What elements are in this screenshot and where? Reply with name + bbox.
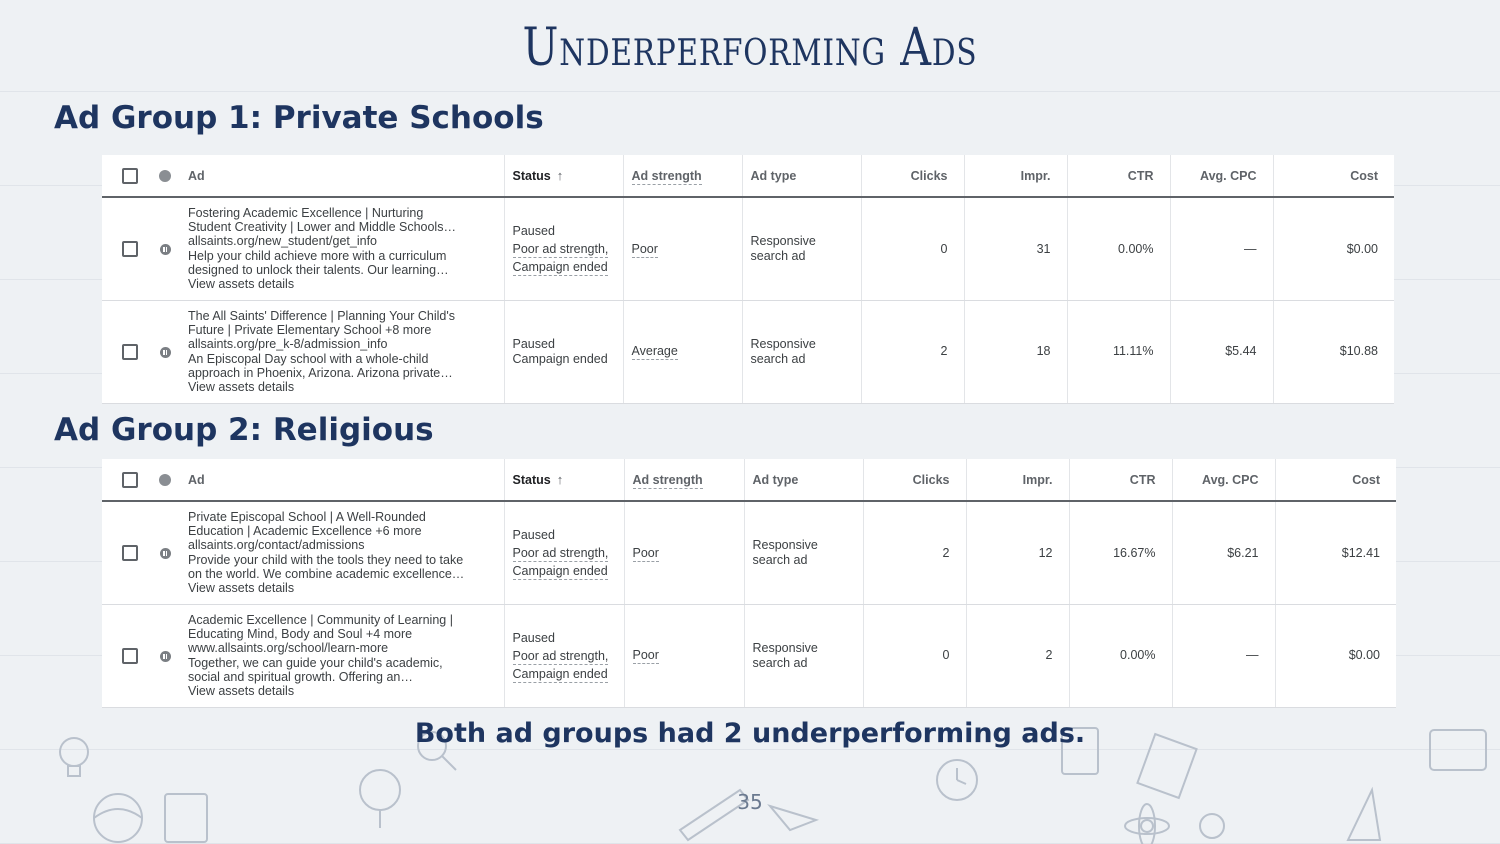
row-status-icon xyxy=(150,300,180,403)
view-assets-link[interactable]: View assets details xyxy=(188,684,295,699)
ad-headline[interactable]: Fostering Academic Excellence | Nurturing xyxy=(188,205,424,220)
clicks-value: 0 xyxy=(861,197,964,300)
ad-description: An Episcopal Day school with a whole-child xyxy=(188,351,429,366)
ad-strength-cell[interactable] xyxy=(623,197,742,300)
ad-headline[interactable]: Education | Academic Excellence +6 more xyxy=(188,524,422,539)
column-status-label: Status xyxy=(512,473,551,487)
ad-group-2-table xyxy=(102,459,1396,708)
impr-value: 12 xyxy=(966,501,1069,604)
ad-description: approach in Phoenix, Arizona. Arizona private… xyxy=(188,365,453,380)
clicks-value: 2 xyxy=(861,300,964,403)
row-checkbox[interactable] xyxy=(102,501,150,604)
view-assets-link[interactable]: View assets details xyxy=(188,380,295,395)
ctr-value: 16.67% xyxy=(1069,501,1172,604)
ad-cell xyxy=(180,197,504,300)
arrow-up-icon: ↑ xyxy=(556,168,564,183)
row-status-icon xyxy=(150,604,180,707)
avg-cpc-value: $6.21 xyxy=(1172,501,1275,604)
column-cost[interactable]: Cost xyxy=(1273,155,1394,197)
ad-type-text: Responsive xyxy=(752,538,818,553)
ad-headline[interactable]: Private Episcopal School | A Well-Rounded xyxy=(188,509,426,524)
column-ad-strength-label: Ad strength xyxy=(631,168,702,183)
ad-headline[interactable]: Future | Private Elementary School +8 more xyxy=(188,322,432,337)
select-all-checkbox[interactable] xyxy=(102,155,150,197)
column-cost[interactable]: Cost xyxy=(1275,459,1396,501)
ad-headline[interactable]: The All Saints' Difference | Planning Your Child's xyxy=(188,308,455,323)
ad-strength-cell[interactable] xyxy=(623,300,742,403)
ad-description: social and spiritual growth. Offering an… xyxy=(188,669,413,684)
status-cell xyxy=(504,197,623,300)
status-text: Paused xyxy=(512,337,555,352)
ad-type-cell xyxy=(742,300,861,403)
ad-type-cell xyxy=(742,197,861,300)
ad-headline[interactable]: Educating Mind, Body and Soul +4 more xyxy=(188,626,413,641)
ctr-value: 0.00% xyxy=(1067,197,1170,300)
cost-value: $10.88 xyxy=(1273,300,1394,403)
checkbox-icon[interactable] xyxy=(122,344,138,360)
pause-icon xyxy=(160,651,171,662)
table-header-row xyxy=(102,155,1394,197)
ctr-value: 11.11% xyxy=(1067,300,1170,403)
ad-type-text: search ad xyxy=(752,655,808,670)
status-filter[interactable] xyxy=(150,459,180,501)
column-impr[interactable]: Impr. xyxy=(964,155,1067,197)
column-ad-strength[interactable] xyxy=(623,155,742,197)
cost-value: $12.41 xyxy=(1275,501,1396,604)
ad-url[interactable]: allsaints.org/pre_k-8/admission_info xyxy=(188,337,388,352)
status-text: Paused xyxy=(512,630,555,645)
avg-cpc-value: — xyxy=(1170,197,1273,300)
checkbox-icon[interactable] xyxy=(122,472,138,488)
ad-url[interactable]: allsaints.org/contact/admissions xyxy=(188,538,365,553)
status-dot-icon xyxy=(159,170,171,182)
pause-icon xyxy=(160,347,171,358)
ad-strength-value[interactable]: Poor xyxy=(631,241,658,256)
ad-headline[interactable]: Academic Excellence | Community of Learning | xyxy=(188,612,453,627)
arrow-up-icon: ↑ xyxy=(556,472,564,487)
ad-cell xyxy=(180,604,504,707)
row-checkbox[interactable] xyxy=(102,300,150,403)
ad-description: Together, we can guide your child's academic, xyxy=(188,655,443,670)
column-avg-cpc[interactable]: Avg. CPC xyxy=(1172,459,1275,501)
ad-url[interactable]: www.allsaints.org/school/learn-more xyxy=(188,641,389,656)
status-cell xyxy=(504,501,624,604)
ad-strength-value[interactable]: Average xyxy=(631,344,678,359)
status-text: Poor ad strength, xyxy=(512,648,609,663)
column-clicks[interactable]: Clicks xyxy=(861,155,964,197)
impr-value: 2 xyxy=(966,604,1069,707)
status-filter[interactable] xyxy=(150,155,180,197)
group-2-heading: Ad Group 2: Religious xyxy=(54,412,434,448)
pause-icon xyxy=(160,244,171,255)
ad-cell xyxy=(180,300,504,403)
summary-text: Both ad groups had 2 underperforming ads. xyxy=(414,718,1086,749)
checkbox-icon[interactable] xyxy=(122,241,138,257)
table-row xyxy=(102,501,1396,604)
ad-cell xyxy=(180,501,504,604)
clicks-value: 2 xyxy=(863,501,966,604)
status-text: Poor ad strength, xyxy=(512,545,609,560)
column-ctr[interactable]: CTR xyxy=(1067,155,1170,197)
ad-description: on the world. We combine academic excellence… xyxy=(188,567,465,582)
status-text: Campaign ended xyxy=(512,563,608,578)
apple-icon xyxy=(1200,814,1224,838)
ad-strength-value[interactable]: Poor xyxy=(632,648,659,663)
column-ctr[interactable]: CTR xyxy=(1069,459,1172,501)
status-text: Campaign ended xyxy=(512,351,608,366)
ctr-value: 0.00% xyxy=(1069,604,1172,707)
column-ad[interactable]: Ad xyxy=(180,155,504,197)
ad-description: Provide your child with the tools they need to take xyxy=(188,552,464,567)
atom-icon xyxy=(1141,820,1153,832)
table-row xyxy=(102,300,1394,403)
checkbox-icon[interactable] xyxy=(122,545,138,561)
checkbox-icon[interactable] xyxy=(122,168,138,184)
column-ad-type[interactable]: Ad type xyxy=(742,155,861,197)
view-assets-link[interactable]: View assets details xyxy=(188,277,295,292)
ad-headline[interactable]: Student Creativity | Lower and Middle Schools… xyxy=(188,220,456,235)
row-checkbox[interactable] xyxy=(102,604,150,707)
status-cell xyxy=(504,300,623,403)
column-status[interactable] xyxy=(504,155,623,197)
ad-description: Help your child achieve more with a curriculum xyxy=(188,248,447,263)
ad-type-cell xyxy=(744,501,863,604)
column-status-label: Status xyxy=(512,169,551,183)
pause-icon xyxy=(160,548,171,559)
cost-value: $0.00 xyxy=(1273,197,1394,300)
table-row xyxy=(102,197,1394,300)
status-text: Campaign ended xyxy=(512,259,608,274)
status-dot-icon xyxy=(159,474,171,486)
status-text: Paused xyxy=(512,527,555,542)
ad-type-text: search ad xyxy=(752,552,808,567)
status-text: Paused xyxy=(512,223,555,238)
column-avg-cpc[interactable]: Avg. CPC xyxy=(1170,155,1273,197)
table-header-row xyxy=(102,459,1396,501)
view-assets-link[interactable]: View assets details xyxy=(188,581,295,596)
column-ad-type[interactable]: Ad type xyxy=(744,459,863,501)
status-text: Poor ad strength, xyxy=(512,241,609,256)
status-text: Campaign ended xyxy=(512,666,608,681)
select-all-checkbox[interactable] xyxy=(102,459,150,501)
ad-type-text: search ad xyxy=(750,248,806,263)
table-row xyxy=(102,604,1396,707)
ad-type-text: search ad xyxy=(750,351,806,366)
ad-type-text: Responsive xyxy=(750,337,816,352)
column-clicks[interactable]: Clicks xyxy=(863,459,966,501)
slide-title: Underperforming Ads xyxy=(522,18,978,78)
cost-value: $0.00 xyxy=(1275,604,1396,707)
avg-cpc-value: $5.44 xyxy=(1170,300,1273,403)
ad-strength-cell[interactable] xyxy=(624,501,744,604)
column-ad[interactable]: Ad xyxy=(180,459,504,501)
column-ad-strength-label: Ad strength xyxy=(632,472,703,487)
ad-strength-cell[interactable] xyxy=(624,604,744,707)
ad-type-text: Responsive xyxy=(752,641,818,656)
ad-description: designed to unlock their talents. Our learning… xyxy=(188,263,449,278)
row-status-icon xyxy=(150,501,180,604)
column-ad-strength[interactable] xyxy=(624,459,744,501)
column-impr[interactable]: Impr. xyxy=(966,459,1069,501)
ad-strength-value[interactable]: Poor xyxy=(632,545,659,560)
ad-url[interactable]: allsaints.org/new_student/get_info xyxy=(188,234,378,249)
avg-cpc-value: — xyxy=(1172,604,1275,707)
impr-value: 31 xyxy=(964,197,1067,300)
row-status-icon xyxy=(150,197,180,300)
row-checkbox[interactable] xyxy=(102,197,150,300)
checkbox-icon[interactable] xyxy=(122,648,138,664)
impr-value: 18 xyxy=(964,300,1067,403)
ad-type-text: Responsive xyxy=(750,234,816,249)
clicks-value: 0 xyxy=(863,604,966,707)
status-cell xyxy=(504,604,624,707)
column-status[interactable] xyxy=(504,459,624,501)
group-1-heading: Ad Group 1: Private Schools xyxy=(54,100,544,136)
ad-type-cell xyxy=(744,604,863,707)
ad-group-1-table xyxy=(102,155,1394,404)
page-number: 35 xyxy=(737,790,763,814)
